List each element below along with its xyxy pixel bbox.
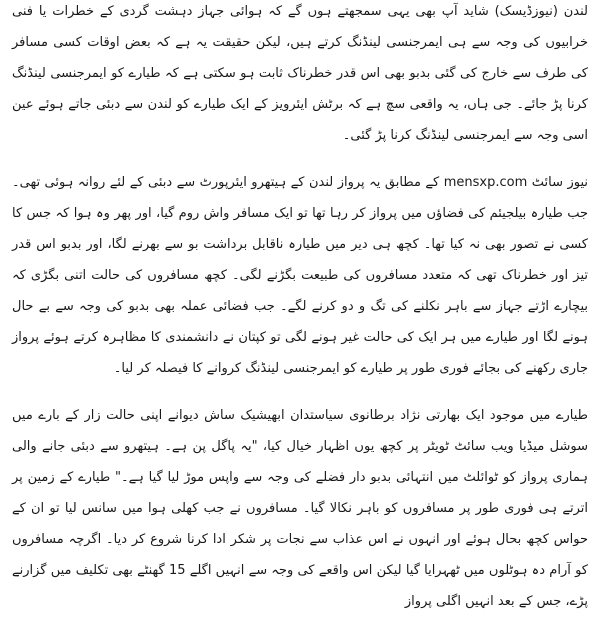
text-line: سائٹ ٹویٹر پر کچھ یوں اظہار خیال کیا، "یہ پاگل پن ہے۔ ہیتھرو سے دبئی جانے والی ہماری پرواز کو ٹوائلٹ میں انتہائی بدبو دار فضلے کی — [12, 439, 588, 485]
text-line: سانس لیا تو ان کے حواس کچھ بحال ہوئے اور انہوں نے اس عذاب سے نجات پر شکر ادا کرنا شروع کر دیا۔ اگرچہ مسافروں کو آرام دہ — [12, 501, 588, 578]
text-line: برداشت بو سے بھرنے لگا، اور بدبو اس قدر تیز اور خطرناک تھی کہ متعدد مسافروں کی طبیعت بگڑنے لگی۔ کچھ مسافروں کی حالت — [12, 237, 588, 283]
text-line: نیوز سائٹ mensxp.com کے مطابق یہ پرواز لندن کے ہیتھرو ایئرپورٹ سے دبئی کے لئے روانہ ہوئی تھی۔ جب طیارہ بیلجیئم کی — [12, 175, 588, 221]
text-line: اتنی بگڑی کہ بیچارے اڑتے جہاز سے باہر نکلنے کی تگ و دو کرنے لگے۔ جب فضائی عملہ بھی بدبو کی وجہ سے بے حال ہونے لگا اور — [12, 268, 589, 345]
text-line: لینڈنگ کرتے ہیں، لیکن حقیقت یہ ہے کہ بعض اوقات کسی مسافر کی طرف سے خارج کی گئی بدبو بھی اس قدر خطرناک ثابت ہو سکتی — [12, 35, 588, 81]
text-line: فضاؤں میں پرواز کر رہا تھا تو ایک مسافر واش روم گیا، اور پھر وہ ہوا کہ جس کا کسی نے تصور بھی نہ کیا تھا۔ کچھ ہی دیر میں طیارہ ناقابل — [12, 206, 588, 252]
text-line: ہوئے عین اسی وجہ سے ایمرجنسی لینڈنگ کرنا پڑ گئی۔ — [12, 97, 588, 143]
article-paragraph-3 — [12, 400, 588, 617]
text-line: ہے کہ طیارے کو ایمرجنسی لینڈنگ کرنا پڑ جائے۔ جی ہاں، یہ واقعی سچ ہے کہ برٹش ایئرویز کے ایک طیارے کو لندن سے دبئی جاتے — [12, 66, 588, 112]
article-paragraph-1 — [12, 0, 588, 151]
article-paragraph-2 — [12, 167, 588, 384]
text-line: وجہ سے واپس موڑ لیا گیا ہے۔" طیارے کے زمین پر اترتے ہی فوری طور پر مسافروں کو باہر نکالا گیا۔ مسافروں نے جب کھلی ہوا میں — [12, 470, 588, 516]
text-line: طیارے میں ہر ایک کی حالت غیر ہونے لگی تو کپتان نے دانشمندی کا مظاہرہ کرتے ہوئے پرواز جاری رکھنے کی بجائے فوری طور پر — [12, 330, 588, 376]
text-line: لندن (نیوزڈیسک) شاید آپ بھی یہی سمجھتے ہوں گے کہ ہوائی جہاز دہشت گردی کے خطرات یا فنی خرابیوں کی وجہ سے ہی ایمرجنسی — [12, 4, 588, 50]
text-line: ہوٹلوں میں ٹھہرایا گیا لیکن اس واقعے کی وجہ سے انہیں اگلے 15 گھنٹے بھی تکلیف میں گزارنے پڑے، جس کے بعد انہیں اگلی پرواز — [12, 563, 588, 609]
text-line: طیارے کو ایمرجنسی لینڈنگ کروانے کا فیصلہ کر لیا۔ — [113, 361, 393, 376]
article-body — [12, 0, 589, 609]
text-line: طیارے میں موجود ایک بھارتی نژاد برطانوی سیاستدان ابھیشیک ساش دیوانے اپنی حالت زار کے بارے میں سوشل میڈیا ویب — [12, 408, 588, 454]
